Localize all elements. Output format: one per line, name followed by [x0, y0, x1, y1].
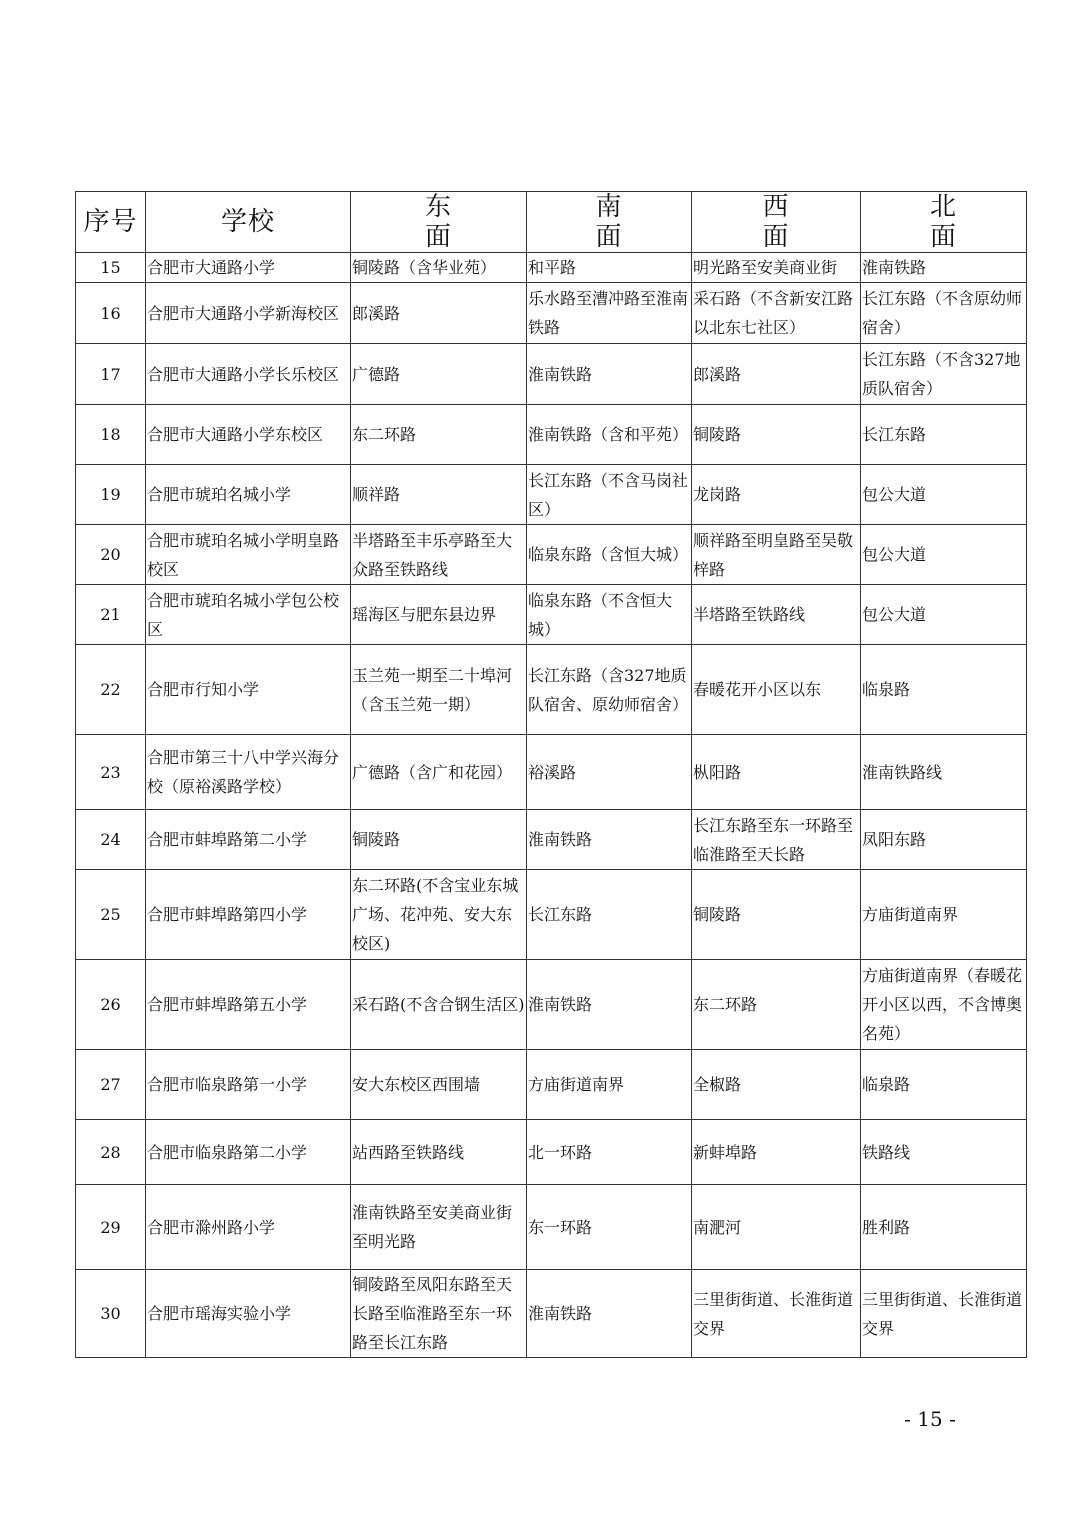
row-south: 裕溪路 [527, 735, 692, 810]
row-school: 合肥市蚌埠路第四小学 [146, 870, 351, 960]
header-number: 序号 [76, 192, 146, 253]
row-south: 乐水路至漕冲路至淮南铁路 [527, 283, 692, 344]
row-north: 铁路线 [861, 1120, 1027, 1185]
header-east: 东面 [351, 192, 527, 253]
table-row [76, 1050, 1027, 1120]
row-west: 半塔路至铁路线 [692, 585, 861, 645]
row-east: 铜陵路至凤阳东路至天长路至临淮路至东一环路至长江东路 [351, 1270, 527, 1358]
row-north: 长江东路 [861, 405, 1027, 465]
row-east: 采石路(不含合钢生活区) [351, 960, 527, 1050]
row-east: 广德路 [351, 344, 527, 405]
row-north: 长江东路（不含327地质队宿舍） [861, 344, 1027, 405]
row-north: 方庙街道南界（春暖花开小区以西，不含博奥名苑） [861, 960, 1027, 1050]
row-east: 淮南铁路至安美商业街至明光路 [351, 1185, 527, 1270]
school-district-table [75, 191, 1027, 1358]
page-number: - 15 - [904, 1407, 956, 1431]
row-east: 铜陵路 [351, 810, 527, 870]
row-number: 26 [76, 960, 146, 1050]
row-school: 合肥市滁州路小学 [146, 1185, 351, 1270]
row-number: 16 [76, 283, 146, 344]
row-east: 玉兰苑一期至二十埠河（含玉兰苑一期） [351, 645, 527, 735]
table-row [76, 645, 1027, 735]
row-north: 包公大道 [861, 525, 1027, 585]
row-south: 长江东路（含327地质队宿舍、原幼师宿舍） [527, 645, 692, 735]
row-school: 合肥市瑶海实验小学 [146, 1270, 351, 1358]
row-east: 安大东校区西围墙 [351, 1050, 527, 1120]
row-south: 淮南铁路 [527, 1270, 692, 1358]
row-west: 明光路至安美商业街 [692, 253, 861, 283]
row-number: 22 [76, 645, 146, 735]
row-east: 广德路（含广和花园） [351, 735, 527, 810]
row-school: 合肥市大通路小学长乐校区 [146, 344, 351, 405]
row-south: 临泉东路（不含恒大城） [527, 585, 692, 645]
table-row [76, 960, 1027, 1050]
row-north: 临泉路 [861, 1050, 1027, 1120]
row-school: 合肥市行知小学 [146, 645, 351, 735]
row-school: 合肥市大通路小学东校区 [146, 405, 351, 465]
row-south: 淮南铁路（含和平苑） [527, 405, 692, 465]
row-number: 19 [76, 465, 146, 525]
row-school: 合肥市琥珀名城小学明皇路校区 [146, 525, 351, 585]
table-row [76, 525, 1027, 585]
table-row [76, 344, 1027, 405]
row-south: 长江东路（不含马岗社区） [527, 465, 692, 525]
row-west: 新蚌埠路 [692, 1120, 861, 1185]
row-south: 淮南铁路 [527, 344, 692, 405]
row-south: 淮南铁路 [527, 960, 692, 1050]
table-row [76, 735, 1027, 810]
table-row [76, 1120, 1027, 1185]
row-number: 23 [76, 735, 146, 810]
row-north: 长江东路（不含原幼师宿舍） [861, 283, 1027, 344]
row-north: 凤阳东路 [861, 810, 1027, 870]
row-number: 20 [76, 525, 146, 585]
row-number: 28 [76, 1120, 146, 1185]
row-east: 东二环路 [351, 405, 527, 465]
row-south: 长江东路 [527, 870, 692, 960]
header-north: 北面 [861, 192, 1027, 253]
row-south: 方庙街道南界 [527, 1050, 692, 1120]
row-north: 临泉路 [861, 645, 1027, 735]
table-row [76, 405, 1027, 465]
row-east: 瑶海区与肥东县边界 [351, 585, 527, 645]
row-north: 方庙街道南界 [861, 870, 1027, 960]
row-north: 包公大道 [861, 465, 1027, 525]
row-number: 24 [76, 810, 146, 870]
row-west: 龙岗路 [692, 465, 861, 525]
row-east: 郎溪路 [351, 283, 527, 344]
row-number: 29 [76, 1185, 146, 1270]
row-number: 17 [76, 344, 146, 405]
row-north: 胜利路 [861, 1185, 1027, 1270]
row-school: 合肥市蚌埠路第二小学 [146, 810, 351, 870]
row-west: 东二环路 [692, 960, 861, 1050]
row-school: 合肥市大通路小学新海校区 [146, 283, 351, 344]
row-school: 合肥市大通路小学 [146, 253, 351, 283]
row-west: 枞阳路 [692, 735, 861, 810]
row-west: 三里街街道、长淮街道交界 [692, 1270, 861, 1358]
table-header-row [76, 192, 1027, 253]
row-school: 合肥市琥珀名城小学 [146, 465, 351, 525]
header-school: 学校 [146, 192, 351, 253]
row-south: 淮南铁路 [527, 810, 692, 870]
row-west: 采石路（不含新安江路以北东七社区） [692, 283, 861, 344]
row-west: 郎溪路 [692, 344, 861, 405]
row-west: 顺祥路至明皇路至吴敬梓路 [692, 525, 861, 585]
row-school: 合肥市蚌埠路第五小学 [146, 960, 351, 1050]
row-west: 春暖花开小区以东 [692, 645, 861, 735]
row-south: 东一环路 [527, 1185, 692, 1270]
row-west: 长江东路至东一环路至临淮路至天长路 [692, 810, 861, 870]
row-school: 合肥市琥珀名城小学包公校区 [146, 585, 351, 645]
header-west: 西面 [692, 192, 861, 253]
row-north: 淮南铁路 [861, 253, 1027, 283]
row-west: 全椒路 [692, 1050, 861, 1120]
row-number: 21 [76, 585, 146, 645]
row-east: 东二环路(不含宝业东城广场、花冲苑、安大东校区) [351, 870, 527, 960]
row-east: 铜陵路（含华业苑） [351, 253, 527, 283]
table-row [76, 253, 1027, 283]
row-number: 15 [76, 253, 146, 283]
row-school: 合肥市第三十八中学兴海分校（原裕溪路学校） [146, 735, 351, 810]
header-south: 南面 [527, 192, 692, 253]
table-row [76, 283, 1027, 344]
table-row [76, 465, 1027, 525]
row-number: 27 [76, 1050, 146, 1120]
table-row [76, 585, 1027, 645]
row-number: 25 [76, 870, 146, 960]
row-south: 临泉东路（含恒大城） [527, 525, 692, 585]
row-west: 铜陵路 [692, 405, 861, 465]
row-east: 顺祥路 [351, 465, 527, 525]
table-row [76, 1270, 1027, 1358]
row-north: 三里街街道、长淮街道交界 [861, 1270, 1027, 1358]
row-west: 南淝河 [692, 1185, 861, 1270]
row-number: 30 [76, 1270, 146, 1358]
row-south: 和平路 [527, 253, 692, 283]
row-east: 半塔路至丰乐亭路至大众路至铁路线 [351, 525, 527, 585]
row-number: 18 [76, 405, 146, 465]
row-north: 淮南铁路线 [861, 735, 1027, 810]
table-row [76, 1185, 1027, 1270]
row-north: 包公大道 [861, 585, 1027, 645]
row-west: 铜陵路 [692, 870, 861, 960]
row-school: 合肥市临泉路第二小学 [146, 1120, 351, 1185]
table-row [76, 810, 1027, 870]
row-south: 北一环路 [527, 1120, 692, 1185]
table-row [76, 870, 1027, 960]
row-school: 合肥市临泉路第一小学 [146, 1050, 351, 1120]
row-east: 站西路至铁路线 [351, 1120, 527, 1185]
